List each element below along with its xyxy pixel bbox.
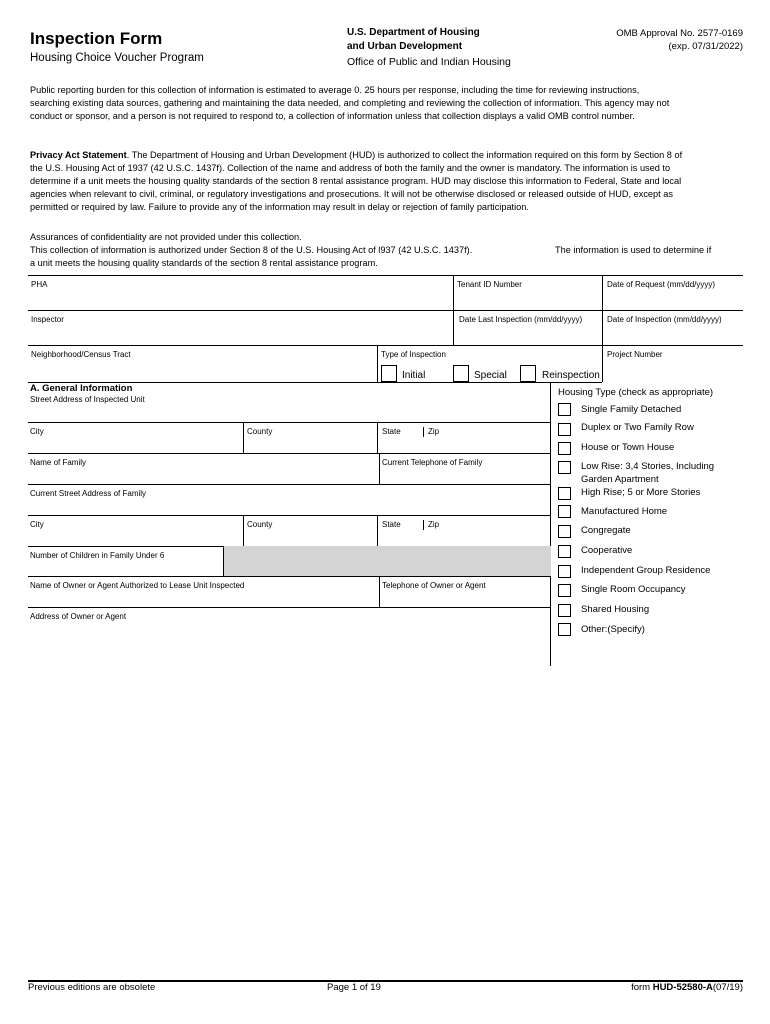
state-field-2[interactable] [382, 520, 401, 529]
independent-group-checkbox[interactable] [558, 565, 571, 578]
burden-statement [30, 84, 746, 123]
tenant-id-label: Tenant ID Number [457, 280, 522, 289]
city-field[interactable] [30, 427, 44, 436]
name-of-family-label: Name of Family [30, 458, 87, 467]
housing-option-label: Shared Housing [581, 604, 650, 615]
pha-field[interactable] [31, 280, 47, 289]
grid-line [602, 275, 603, 382]
current-street-label: Current Street Address of Family [30, 489, 147, 498]
initial-label: Initial [402, 370, 426, 381]
special-checkbox[interactable] [453, 365, 469, 382]
housing-option-label: Single Family Detached [581, 404, 682, 415]
grid-line [379, 453, 380, 484]
assurances-line-3: a unit meets the housing quality standards of the section 8 rental assistance program. [30, 258, 378, 268]
owner-address-field[interactable] [30, 612, 126, 621]
neighborhood-field[interactable] [31, 350, 131, 359]
page-number: Page 1 of 19 [327, 982, 381, 993]
housing-option-label: Low Rise: 3,4 Stories, Including [581, 461, 715, 472]
privacy-line-2: the U.S. Housing Act of 1937 (42 U.S.C. 1437f). Collection of the name and address of both the family and the owner is mandatory. The information is used to [30, 163, 671, 173]
date-request-field[interactable] [607, 280, 715, 289]
reinspection-label: Reinspection [542, 370, 600, 381]
pha-label: PHA [31, 280, 48, 289]
inspector-label: Inspector [31, 315, 64, 324]
single-room-occupancy-checkbox[interactable] [558, 584, 571, 597]
initial-checkbox[interactable] [381, 365, 397, 382]
grid-line [28, 484, 551, 485]
state-label-2: State [382, 520, 401, 529]
footer-left: Previous editions are obsolete [28, 982, 156, 993]
owner-name-field[interactable] [30, 581, 244, 590]
housing-option-label: Duplex or Two Family Row [581, 422, 694, 433]
owner-address-label: Address of Owner or Agent [30, 612, 127, 621]
high-rise-checkbox[interactable] [558, 487, 571, 500]
project-number-field[interactable] [607, 350, 663, 359]
county-field[interactable] [247, 427, 272, 436]
assurances-line-1: Assurances of confidentiality are not provided under this collection. [30, 232, 302, 242]
name-of-family-field[interactable] [30, 458, 86, 467]
form-number-suffix: (07/19) [712, 982, 743, 993]
housing-type-heading: Housing Type (check as appropriate) [558, 387, 714, 398]
manufactured-home-checkbox[interactable] [558, 505, 571, 518]
town-house-checkbox[interactable] [558, 442, 571, 455]
form-title: Inspection Form [30, 29, 163, 48]
grid-line [28, 515, 551, 516]
project-number-label: Project Number [607, 350, 663, 359]
zip-label-2: Zip [428, 520, 440, 529]
date-last-inspection-field[interactable] [459, 315, 582, 324]
owner-name-label: Name of Owner or Agent Authorized to Lease Unit Inspected [30, 581, 245, 590]
form-number [560, 982, 743, 993]
privacy-act-statement [30, 149, 746, 214]
general-info-heading: A. General Information [30, 383, 133, 394]
burden-line-1: Public reporting burden for this collection of information is estimated to average 0. 25 hours per response, including the time for reviewing instructions, [30, 85, 640, 95]
housing-option-label: Other:(Specify) [581, 624, 645, 635]
owner-phone-label: Telephone of Owner or Agent [382, 581, 486, 590]
assurances-line-2: This collection of information is authorized under Section 8 of the U.S. Housing Act of l937 (42 U.S.C. 1437f). [30, 245, 473, 255]
housing-option-label: Manufactured Home [581, 506, 668, 517]
city-field-2[interactable] [30, 520, 44, 529]
grid-line [423, 427, 424, 437]
grid-line [377, 422, 378, 453]
date-request-label: Date of Request (mm/dd/yyyy) [607, 280, 716, 289]
owner-phone-field[interactable] [382, 581, 486, 590]
grid-line [28, 310, 743, 311]
zip-label: Zip [428, 427, 440, 436]
privacy-line-4: agencies when relevant to civil, criminal, or regulatory investigations and prosecutions. It will not be otherwise disclosed or released outside of HUD, except as [30, 189, 673, 199]
zip-field-2[interactable] [428, 520, 439, 529]
omb-expiration: (exp. 07/31/2022) [668, 41, 743, 52]
tenant-id-field[interactable] [457, 280, 522, 289]
grid-line [28, 607, 551, 608]
privacy-line-3: determine if a unit meets the housing quality standards of the section 8 rental assistance program. HUD may disclose this information to Federal, State and local [30, 176, 682, 186]
city-label: City [30, 427, 44, 436]
street-address-field[interactable] [30, 395, 145, 404]
grid-line [28, 453, 551, 454]
department-line-2: and Urban Development [347, 41, 463, 52]
grid-line [243, 515, 244, 546]
housing-option-label: Congregate [581, 525, 631, 536]
date-last-inspection-label: Date Last Inspection (mm/dd/yyyy) [459, 315, 583, 324]
assurances-line-2b: The information is used to determine if [555, 245, 712, 255]
other-specify-checkbox[interactable] [558, 623, 571, 636]
current-street-field[interactable] [30, 489, 146, 498]
grid-line [28, 275, 743, 276]
cooperative-checkbox[interactable] [558, 545, 571, 558]
children-under-6-field[interactable] [30, 551, 164, 560]
program-subtitle: Housing Choice Voucher Program [30, 52, 204, 64]
grid-line [28, 576, 551, 577]
shared-housing-checkbox[interactable] [558, 604, 571, 617]
date-inspection-field[interactable] [607, 315, 722, 324]
housing-option-label: Garden Apartment [581, 474, 659, 485]
shaded-area [223, 546, 551, 576]
children-under-6-label: Number of Children in Family Under 6 [30, 551, 165, 560]
burden-line-3: conduct or sponsor, and a person is not required to respond to, a collection of information unless that collection displays a valid OMB control number. [30, 111, 635, 121]
office-name: Office of Public and Indian Housing [347, 56, 511, 68]
privacy-line-5: permitted or required by law. Failure to provide any of the information may result in delay or rejection of family participation. [30, 202, 529, 212]
housing-option-label: House or Town House [581, 442, 675, 453]
inspector-field[interactable] [31, 315, 64, 324]
grid-line [28, 422, 551, 423]
privacy-line-1: . The Department of Housing and Urban Development (HUD) is authorized to collect the information required on this form by Section 8 of [126, 150, 683, 160]
housing-option-label: Independent Group Residence [581, 565, 711, 576]
low-rise-checkbox[interactable] [558, 461, 571, 474]
grid-line [453, 275, 454, 345]
neighborhood-label: Neighborhood/Census Tract [31, 350, 131, 359]
county-label-2: County [247, 520, 273, 529]
type-of-inspection-label: Type of Inspection [381, 350, 446, 359]
congregate-checkbox[interactable] [558, 525, 571, 538]
grid-line [550, 382, 551, 666]
privacy-heading: Privacy Act Statement [30, 150, 127, 160]
single-family-detached-checkbox[interactable] [558, 403, 571, 416]
zip-field[interactable] [428, 427, 439, 436]
street-address-label: Street Address of Inspected Unit [30, 395, 145, 404]
current-phone-field[interactable] [382, 458, 482, 467]
county-label: County [247, 427, 273, 436]
omb-approval: OMB Approval No. 2577-0169 [616, 28, 743, 39]
department-line-1: U.S. Department of Housing [347, 27, 480, 38]
burden-line-2: searching existing data sources, gathering and maintaining the data needed, and completing and reviewing the collection of information. This agency may not [30, 98, 670, 108]
duplex-checkbox[interactable] [558, 423, 571, 436]
grid-line [379, 576, 380, 607]
special-label: Special [474, 370, 507, 381]
grid-line [28, 345, 743, 346]
date-inspection-label: Date of Inspection (mm/dd/yyyy) [607, 315, 722, 324]
housing-option-label: Single Room Occupancy [581, 584, 686, 595]
grid-line [377, 345, 378, 382]
housing-option-label: High Rise; 5 or More Stories [581, 487, 701, 498]
state-label: State [382, 427, 401, 436]
housing-option-label: Cooperative [581, 545, 633, 556]
form-number-bold: HUD-52580-A [652, 982, 713, 993]
county-field-2[interactable] [247, 520, 272, 529]
grid-line [423, 520, 424, 530]
grid-line [243, 422, 244, 453]
state-field[interactable] [382, 427, 401, 436]
city-label-2: City [30, 520, 44, 529]
grid-line [377, 515, 378, 546]
reinspection-checkbox[interactable] [520, 365, 536, 382]
current-phone-label: Current Telephone of Family [382, 458, 483, 467]
form-number-prefix: form [631, 982, 653, 993]
